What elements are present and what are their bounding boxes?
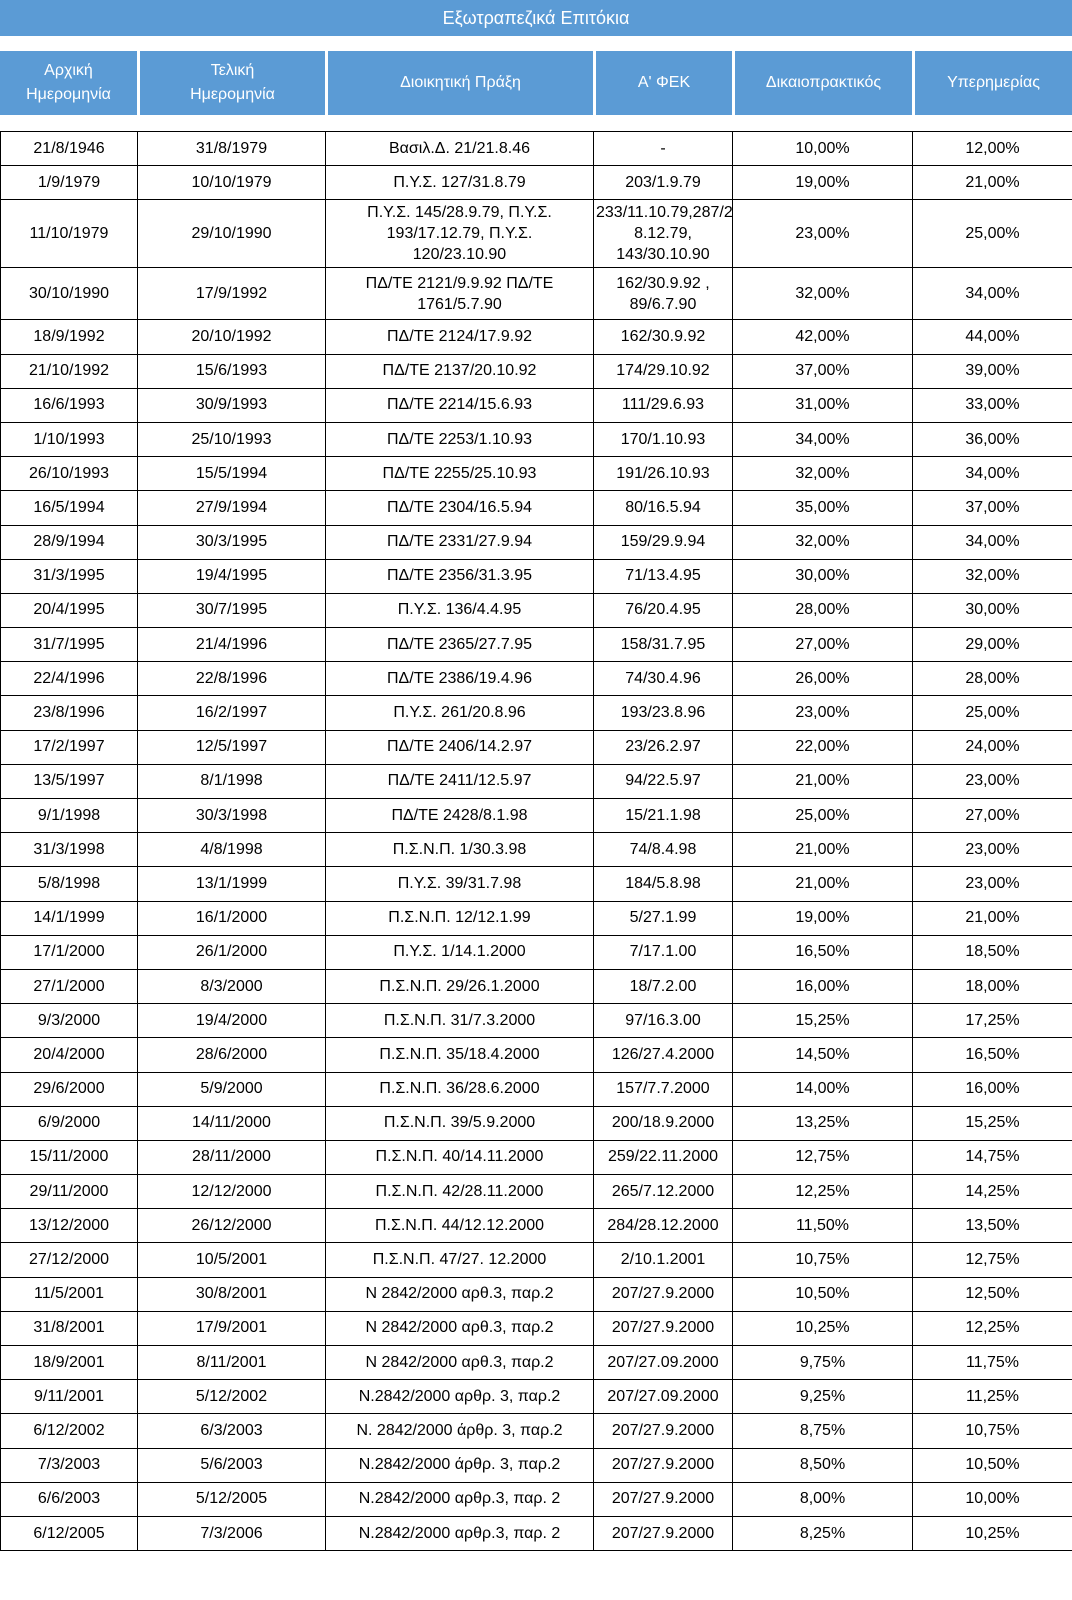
table-row <box>1 166 1072 200</box>
table-row <box>1 491 1072 525</box>
end-date-cell: 8/1/1998 <box>138 764 326 798</box>
default-rate-cell: 12,75% <box>913 1243 1072 1277</box>
default-rate-cell: 15,25% <box>913 1106 1072 1140</box>
fek-cell: 111/29.6.93 <box>594 388 733 422</box>
header-fek: Α' ΦΕΚ <box>593 51 732 115</box>
default-rate-cell: 21,00% <box>913 166 1072 200</box>
administrative-act-cell: Π.Σ.Ν.Π. 44/12.12.2000 <box>326 1209 594 1243</box>
table-row <box>1 422 1072 456</box>
table-row <box>1 1072 1072 1106</box>
start-date-cell: 5/8/1998 <box>1 867 138 901</box>
table-row <box>1 1277 1072 1311</box>
fek-cell: 162/30.9.92 <box>594 320 733 354</box>
administrative-act-cell: ΠΔ/ΤΕ 2255/25.10.93 <box>326 457 594 491</box>
default-rate-cell: 30,00% <box>913 593 1072 627</box>
administrative-act-cell: Π.Σ.Ν.Π. 1/30.3.98 <box>326 833 594 867</box>
administrative-act-cell: Π.Υ.Σ. 145/28.9.79, Π.Υ.Σ. 193/17.12.79, Π.Υ.Σ. 120/23.10.90 <box>326 200 594 268</box>
end-date-cell: 5/12/2002 <box>138 1380 326 1414</box>
table-row <box>1 1004 1072 1038</box>
administrative-act-cell: ΠΔ/ΤΕ 2365/27.7.95 <box>326 628 594 662</box>
fek-cell: 126/27.4.2000 <box>594 1038 733 1072</box>
administrative-act-cell: ΠΔ/ΤΕ 2137/20.10.92 <box>326 354 594 388</box>
table-row <box>1 457 1072 491</box>
fek-cell: 207/27.9.2000 <box>594 1277 733 1311</box>
table-row <box>1 320 1072 354</box>
default-rate-cell: 33,00% <box>913 388 1072 422</box>
end-date-cell: 30/3/1998 <box>138 799 326 833</box>
default-rate-cell: 10,75% <box>913 1414 1072 1448</box>
contractual-rate-cell: 32,00% <box>733 268 913 320</box>
start-date-cell: 29/11/2000 <box>1 1175 138 1209</box>
fek-cell: 207/27.9.2000 <box>594 1414 733 1448</box>
fek-cell: 193/23.8.96 <box>594 696 733 730</box>
end-date-cell: 5/12/2005 <box>138 1482 326 1516</box>
table-row <box>1 1482 1072 1516</box>
start-date-cell: 15/11/2000 <box>1 1140 138 1174</box>
header-contractual-rate: Δικαιοπρακτικός <box>732 51 912 115</box>
default-rate-cell: 18,50% <box>913 935 1072 969</box>
default-rate-cell: 16,00% <box>913 1072 1072 1106</box>
default-rate-cell: 23,00% <box>913 867 1072 901</box>
end-date-cell: 29/10/1990 <box>138 200 326 268</box>
table-row <box>1 867 1072 901</box>
start-date-cell: 9/3/2000 <box>1 1004 138 1038</box>
start-date-cell: 11/10/1979 <box>1 200 138 268</box>
start-date-cell: 21/8/1946 <box>1 132 138 166</box>
table-row <box>1 799 1072 833</box>
administrative-act-cell: Ν.2842/2000 αρθρ.3, παρ. 2 <box>326 1516 594 1550</box>
contractual-rate-cell: 19,00% <box>733 901 913 935</box>
default-rate-cell: 44,00% <box>913 320 1072 354</box>
contractual-rate-cell: 32,00% <box>733 525 913 559</box>
end-date-cell: 14/11/2000 <box>138 1106 326 1140</box>
end-date-cell: 30/8/2001 <box>138 1277 326 1311</box>
contractual-rate-cell: 25,00% <box>733 799 913 833</box>
fek-cell: 157/7.7.2000 <box>594 1072 733 1106</box>
start-date-cell: 13/5/1997 <box>1 764 138 798</box>
start-date-cell: 9/1/1998 <box>1 799 138 833</box>
fek-cell: 71/13.4.95 <box>594 559 733 593</box>
default-rate-cell: 10,00% <box>913 1482 1072 1516</box>
contractual-rate-cell: 8,00% <box>733 1482 913 1516</box>
start-date-cell: 30/10/1990 <box>1 268 138 320</box>
end-date-cell: 17/9/1992 <box>138 268 326 320</box>
table-row <box>1 525 1072 559</box>
contractual-rate-cell: 26,00% <box>733 662 913 696</box>
start-date-cell: 13/12/2000 <box>1 1209 138 1243</box>
fek-cell: 2/10.1.2001 <box>594 1243 733 1277</box>
start-date-cell: 18/9/1992 <box>1 320 138 354</box>
administrative-act-cell: ΠΔ/ΤΕ 2214/15.6.93 <box>326 388 594 422</box>
fek-cell: 184/5.8.98 <box>594 867 733 901</box>
default-rate-cell: 23,00% <box>913 833 1072 867</box>
end-date-cell: 21/4/1996 <box>138 628 326 662</box>
default-rate-cell: 12,25% <box>913 1311 1072 1345</box>
end-date-cell: 5/6/2003 <box>138 1448 326 1482</box>
fek-cell: 15/21.1.98 <box>594 799 733 833</box>
start-date-cell: 16/5/1994 <box>1 491 138 525</box>
fek-cell: 94/22.5.97 <box>594 764 733 798</box>
administrative-act-cell: ΠΔ/ΤΕ 2356/31.3.95 <box>326 559 594 593</box>
fek-cell: - <box>594 132 733 166</box>
contractual-rate-cell: 12,75% <box>733 1140 913 1174</box>
default-rate-cell: 32,00% <box>913 559 1072 593</box>
table-row <box>1 268 1072 320</box>
start-date-cell: 23/8/1996 <box>1 696 138 730</box>
start-date-cell: 28/9/1994 <box>1 525 138 559</box>
start-date-cell: 31/3/1995 <box>1 559 138 593</box>
contractual-rate-cell: 8,25% <box>733 1516 913 1550</box>
end-date-cell: 8/11/2001 <box>138 1346 326 1380</box>
contractual-rate-cell: 42,00% <box>733 320 913 354</box>
contractual-rate-cell: 21,00% <box>733 867 913 901</box>
administrative-act-cell: Π.Υ.Σ. 127/31.8.79 <box>326 166 594 200</box>
table-row <box>1 200 1072 268</box>
contractual-rate-cell: 8,50% <box>733 1448 913 1482</box>
table-row <box>1 559 1072 593</box>
end-date-cell: 28/11/2000 <box>138 1140 326 1174</box>
fek-cell: 80/16.5.94 <box>594 491 733 525</box>
end-date-cell: 15/5/1994 <box>138 457 326 491</box>
table-title-text: Εξωτραπεζικά Επιτόκια <box>442 7 630 28</box>
start-date-cell: 21/10/1992 <box>1 354 138 388</box>
fek-cell: 170/1.10.93 <box>594 422 733 456</box>
contractual-rate-cell: 11,50% <box>733 1209 913 1243</box>
fek-cell: 191/26.10.93 <box>594 457 733 491</box>
end-date-cell: 20/10/1992 <box>138 320 326 354</box>
table-row <box>1 1106 1072 1140</box>
start-date-cell: 29/6/2000 <box>1 1072 138 1106</box>
administrative-act-cell: ΠΔ/ΤΕ 2386/19.4.96 <box>326 662 594 696</box>
table-row <box>1 935 1072 969</box>
contractual-rate-cell: 10,00% <box>733 132 913 166</box>
fek-cell: 74/30.4.96 <box>594 662 733 696</box>
administrative-act-cell: ΠΔ/ΤΕ 2124/17.9.92 <box>326 320 594 354</box>
table-row <box>1 1448 1072 1482</box>
start-date-cell: 6/9/2000 <box>1 1106 138 1140</box>
default-rate-cell: 34,00% <box>913 525 1072 559</box>
default-rate-cell: 10,50% <box>913 1448 1072 1482</box>
end-date-cell: 15/6/1993 <box>138 354 326 388</box>
start-date-cell: 31/8/2001 <box>1 1311 138 1345</box>
administrative-act-cell: Π.Σ.Ν.Π. 31/7.3.2000 <box>326 1004 594 1038</box>
fek-cell: 158/31.7.95 <box>594 628 733 662</box>
table-row <box>1 662 1072 696</box>
contractual-rate-cell: 10,75% <box>733 1243 913 1277</box>
contractual-rate-cell: 21,00% <box>733 833 913 867</box>
contractual-rate-cell: 22,00% <box>733 730 913 764</box>
default-rate-cell: 34,00% <box>913 268 1072 320</box>
table-row <box>1 1380 1072 1414</box>
end-date-cell: 12/12/2000 <box>138 1175 326 1209</box>
contractual-rate-cell: 30,00% <box>733 559 913 593</box>
fek-cell: 207/27.9.2000 <box>594 1311 733 1345</box>
contractual-rate-cell: 28,00% <box>733 593 913 627</box>
contractual-rate-cell: 9,25% <box>733 1380 913 1414</box>
end-date-cell: 26/1/2000 <box>138 935 326 969</box>
end-date-cell: 6/3/2003 <box>138 1414 326 1448</box>
administrative-act-cell: ΠΔ/ΤΕ 2253/1.10.93 <box>326 422 594 456</box>
default-rate-cell: 10,25% <box>913 1516 1072 1550</box>
administrative-act-cell: ΠΔ/ΤΕ 2331/27.9.94 <box>326 525 594 559</box>
table-row <box>1 1140 1072 1174</box>
default-rate-cell: 18,00% <box>913 969 1072 1003</box>
administrative-act-cell: ΠΔ/ΤΕ 2406/14.2.97 <box>326 730 594 764</box>
table-row <box>1 969 1072 1003</box>
administrative-act-cell: Π.Υ.Σ. 1/14.1.2000 <box>326 935 594 969</box>
administrative-act-cell: Π.Σ.Ν.Π. 39/5.9.2000 <box>326 1106 594 1140</box>
default-rate-cell: 29,00% <box>913 628 1072 662</box>
default-rate-cell: 39,00% <box>913 354 1072 388</box>
fek-cell: 162/30.9.92 , 89/6.7.90 <box>594 268 733 320</box>
start-date-cell: 31/7/1995 <box>1 628 138 662</box>
default-rate-cell: 21,00% <box>913 901 1072 935</box>
default-rate-cell: 13,50% <box>913 1209 1072 1243</box>
end-date-cell: 30/3/1995 <box>138 525 326 559</box>
administrative-act-cell: ΠΔ/ΤΕ 2428/8.1.98 <box>326 799 594 833</box>
contractual-rate-cell: 9,75% <box>733 1346 913 1380</box>
table-row <box>1 1516 1072 1550</box>
default-rate-cell: 11,25% <box>913 1380 1072 1414</box>
fek-cell: 233/11.10.79,287/2 8.12.79, 143/30.10.90 <box>594 200 733 268</box>
table-row <box>1 132 1072 166</box>
default-rate-cell: 12,50% <box>913 1277 1072 1311</box>
start-date-cell: 20/4/1995 <box>1 593 138 627</box>
fek-cell: 207/27.9.2000 <box>594 1482 733 1516</box>
table-row <box>1 354 1072 388</box>
fek-cell: 207/27.09.2000 <box>594 1380 733 1414</box>
administrative-act-cell: Π.Σ.Ν.Π. 29/26.1.2000 <box>326 969 594 1003</box>
default-rate-cell: 34,00% <box>913 457 1072 491</box>
administrative-act-cell: Π.Σ.Ν.Π. 42/28.11.2000 <box>326 1175 594 1209</box>
administrative-act-cell: Ν 2842/2000 αρθ.3, παρ.2 <box>326 1311 594 1345</box>
table-row <box>1 1414 1072 1448</box>
end-date-cell: 25/10/1993 <box>138 422 326 456</box>
administrative-act-cell: Π.Σ.Ν.Π. 12/12.1.99 <box>326 901 594 935</box>
end-date-cell: 30/9/1993 <box>138 388 326 422</box>
interest-rate-table <box>0 131 1072 1551</box>
administrative-act-cell: Π.Υ.Σ. 261/20.8.96 <box>326 696 594 730</box>
fek-cell: 207/27.9.2000 <box>594 1516 733 1550</box>
end-date-cell: 31/8/1979 <box>138 132 326 166</box>
administrative-act-cell: Π.Σ.Ν.Π. 40/14.11.2000 <box>326 1140 594 1174</box>
table-title <box>0 0 1072 36</box>
end-date-cell: 4/8/1998 <box>138 833 326 867</box>
default-rate-cell: 25,00% <box>913 200 1072 268</box>
administrative-act-cell: Π.Σ.Ν.Π. 35/18.4.2000 <box>326 1038 594 1072</box>
administrative-act-cell: Π.Σ.Ν.Π. 47/27. 12.2000 <box>326 1243 594 1277</box>
start-date-cell: 17/1/2000 <box>1 935 138 969</box>
contractual-rate-cell: 32,00% <box>733 457 913 491</box>
contractual-rate-cell: 15,25% <box>733 1004 913 1038</box>
table-row <box>1 1311 1072 1345</box>
contractual-rate-cell: 14,00% <box>733 1072 913 1106</box>
end-date-cell: 17/9/2001 <box>138 1311 326 1345</box>
end-date-cell: 5/9/2000 <box>138 1072 326 1106</box>
table-row <box>1 628 1072 662</box>
start-date-cell: 14/1/1999 <box>1 901 138 935</box>
administrative-act-cell: Ν 2842/2000 αρθ.3, παρ.2 <box>326 1277 594 1311</box>
default-rate-cell: 16,50% <box>913 1038 1072 1072</box>
start-date-cell: 26/10/1993 <box>1 457 138 491</box>
header-administrative-act: Διοικητική Πράξη <box>325 51 593 115</box>
administrative-act-cell: Ν 2842/2000 αρθ.3, παρ.2 <box>326 1346 594 1380</box>
default-rate-cell: 37,00% <box>913 491 1072 525</box>
start-date-cell: 27/1/2000 <box>1 969 138 1003</box>
table-row <box>1 696 1072 730</box>
table-row <box>1 1243 1072 1277</box>
end-date-cell: 10/5/2001 <box>138 1243 326 1277</box>
contractual-rate-cell: 23,00% <box>733 200 913 268</box>
fek-cell: 23/26.2.97 <box>594 730 733 764</box>
default-rate-cell: 25,00% <box>913 696 1072 730</box>
default-rate-cell: 14,25% <box>913 1175 1072 1209</box>
table-row <box>1 1346 1072 1380</box>
start-date-cell: 16/6/1993 <box>1 388 138 422</box>
table-body <box>1 132 1072 1551</box>
fek-cell: 207/27.09.2000 <box>594 1346 733 1380</box>
fek-cell: 174/29.10.92 <box>594 354 733 388</box>
start-date-cell: 1/9/1979 <box>1 166 138 200</box>
fek-cell: 159/29.9.94 <box>594 525 733 559</box>
default-rate-cell: 11,75% <box>913 1346 1072 1380</box>
table-row <box>1 901 1072 935</box>
end-date-cell: 13/1/1999 <box>138 867 326 901</box>
table-row <box>1 1038 1072 1072</box>
end-date-cell: 7/3/2006 <box>138 1516 326 1550</box>
administrative-act-cell: Π.Σ.Ν.Π. 36/28.6.2000 <box>326 1072 594 1106</box>
fek-cell: 18/7.2.00 <box>594 969 733 1003</box>
end-date-cell: 30/7/1995 <box>138 593 326 627</box>
fek-cell: 265/7.12.2000 <box>594 1175 733 1209</box>
start-date-cell: 6/12/2002 <box>1 1414 138 1448</box>
fek-cell: 284/28.12.2000 <box>594 1209 733 1243</box>
table-row <box>1 388 1072 422</box>
default-rate-cell: 24,00% <box>913 730 1072 764</box>
end-date-cell: 8/3/2000 <box>138 969 326 1003</box>
start-date-cell: 9/11/2001 <box>1 1380 138 1414</box>
start-date-cell: 11/5/2001 <box>1 1277 138 1311</box>
default-rate-cell: 17,25% <box>913 1004 1072 1038</box>
start-date-cell: 6/6/2003 <box>1 1482 138 1516</box>
start-date-cell: 20/4/2000 <box>1 1038 138 1072</box>
end-date-cell: 22/8/1996 <box>138 662 326 696</box>
fek-cell: 203/1.9.79 <box>594 166 733 200</box>
start-date-cell: 18/9/2001 <box>1 1346 138 1380</box>
contractual-rate-cell: 37,00% <box>733 354 913 388</box>
end-date-cell: 16/2/1997 <box>138 696 326 730</box>
header-end-date: Τελική Ημερομηνία <box>137 51 325 115</box>
end-date-cell: 26/12/2000 <box>138 1209 326 1243</box>
contractual-rate-cell: 23,00% <box>733 696 913 730</box>
contractual-rate-cell: 8,75% <box>733 1414 913 1448</box>
contractual-rate-cell: 10,50% <box>733 1277 913 1311</box>
fek-cell: 74/8.4.98 <box>594 833 733 867</box>
contractual-rate-cell: 19,00% <box>733 166 913 200</box>
end-date-cell: 16/1/2000 <box>138 901 326 935</box>
administrative-act-cell: Ν.2842/2000 άρθρ. 3, παρ.2 <box>326 1448 594 1482</box>
table-row <box>1 1209 1072 1243</box>
contractual-rate-cell: 12,25% <box>733 1175 913 1209</box>
default-rate-cell: 12,00% <box>913 132 1072 166</box>
contractual-rate-cell: 34,00% <box>733 422 913 456</box>
administrative-act-cell: Ν. 2842/2000 άρθρ. 3, παρ.2 <box>326 1414 594 1448</box>
fek-cell: 259/22.11.2000 <box>594 1140 733 1174</box>
end-date-cell: 27/9/1994 <box>138 491 326 525</box>
end-date-cell: 28/6/2000 <box>138 1038 326 1072</box>
table-row <box>1 593 1072 627</box>
default-rate-cell: 27,00% <box>913 799 1072 833</box>
header-start-date: Αρχική Ημερομηνία <box>0 51 137 115</box>
fek-cell: 97/16.3.00 <box>594 1004 733 1038</box>
default-rate-cell: 36,00% <box>913 422 1072 456</box>
default-rate-cell: 14,75% <box>913 1140 1072 1174</box>
fek-cell: 7/17.1.00 <box>594 935 733 969</box>
header-default-rate: Υπερημερίας <box>912 51 1072 115</box>
start-date-cell: 6/12/2005 <box>1 1516 138 1550</box>
contractual-rate-cell: 13,25% <box>733 1106 913 1140</box>
table-row <box>1 1175 1072 1209</box>
contractual-rate-cell: 35,00% <box>733 491 913 525</box>
default-rate-cell: 28,00% <box>913 662 1072 696</box>
end-date-cell: 10/10/1979 <box>138 166 326 200</box>
default-rate-cell: 23,00% <box>913 764 1072 798</box>
contractual-rate-cell: 31,00% <box>733 388 913 422</box>
end-date-cell: 19/4/2000 <box>138 1004 326 1038</box>
contractual-rate-cell: 10,25% <box>733 1311 913 1345</box>
administrative-act-cell: Ν.2842/2000 αρθρ.3, παρ. 2 <box>326 1482 594 1516</box>
fek-cell: 207/27.9.2000 <box>594 1448 733 1482</box>
administrative-act-cell: Π.Υ.Σ. 39/31.7.98 <box>326 867 594 901</box>
administrative-act-cell: Βασιλ.Δ. 21/21.8.46 <box>326 132 594 166</box>
administrative-act-cell: Π.Υ.Σ. 136/4.4.95 <box>326 593 594 627</box>
start-date-cell: 17/2/1997 <box>1 730 138 764</box>
start-date-cell: 22/4/1996 <box>1 662 138 696</box>
contractual-rate-cell: 16,00% <box>733 969 913 1003</box>
end-date-cell: 19/4/1995 <box>138 559 326 593</box>
fek-cell: 5/27.1.99 <box>594 901 733 935</box>
table-row <box>1 833 1072 867</box>
contractual-rate-cell: 16,50% <box>733 935 913 969</box>
administrative-act-cell: ΠΔ/ΤΕ 2411/12.5.97 <box>326 764 594 798</box>
start-date-cell: 7/3/2003 <box>1 1448 138 1482</box>
end-date-cell: 12/5/1997 <box>138 730 326 764</box>
administrative-act-cell: ΠΔ/ΤΕ 2304/16.5.94 <box>326 491 594 525</box>
contractual-rate-cell: 27,00% <box>733 628 913 662</box>
contractual-rate-cell: 21,00% <box>733 764 913 798</box>
contractual-rate-cell: 14,50% <box>733 1038 913 1072</box>
table-header <box>0 51 1072 115</box>
administrative-act-cell: Ν.2842/2000 αρθρ. 3, παρ.2 <box>326 1380 594 1414</box>
fek-cell: 76/20.4.95 <box>594 593 733 627</box>
start-date-cell: 31/3/1998 <box>1 833 138 867</box>
table-row <box>1 730 1072 764</box>
administrative-act-cell: ΠΔ/ΤΕ 2121/9.9.92 ΠΔ/ΤΕ 1761/5.7.90 <box>326 268 594 320</box>
fek-cell: 200/18.9.2000 <box>594 1106 733 1140</box>
start-date-cell: 1/10/1993 <box>1 422 138 456</box>
start-date-cell: 27/12/2000 <box>1 1243 138 1277</box>
table-row <box>1 764 1072 798</box>
